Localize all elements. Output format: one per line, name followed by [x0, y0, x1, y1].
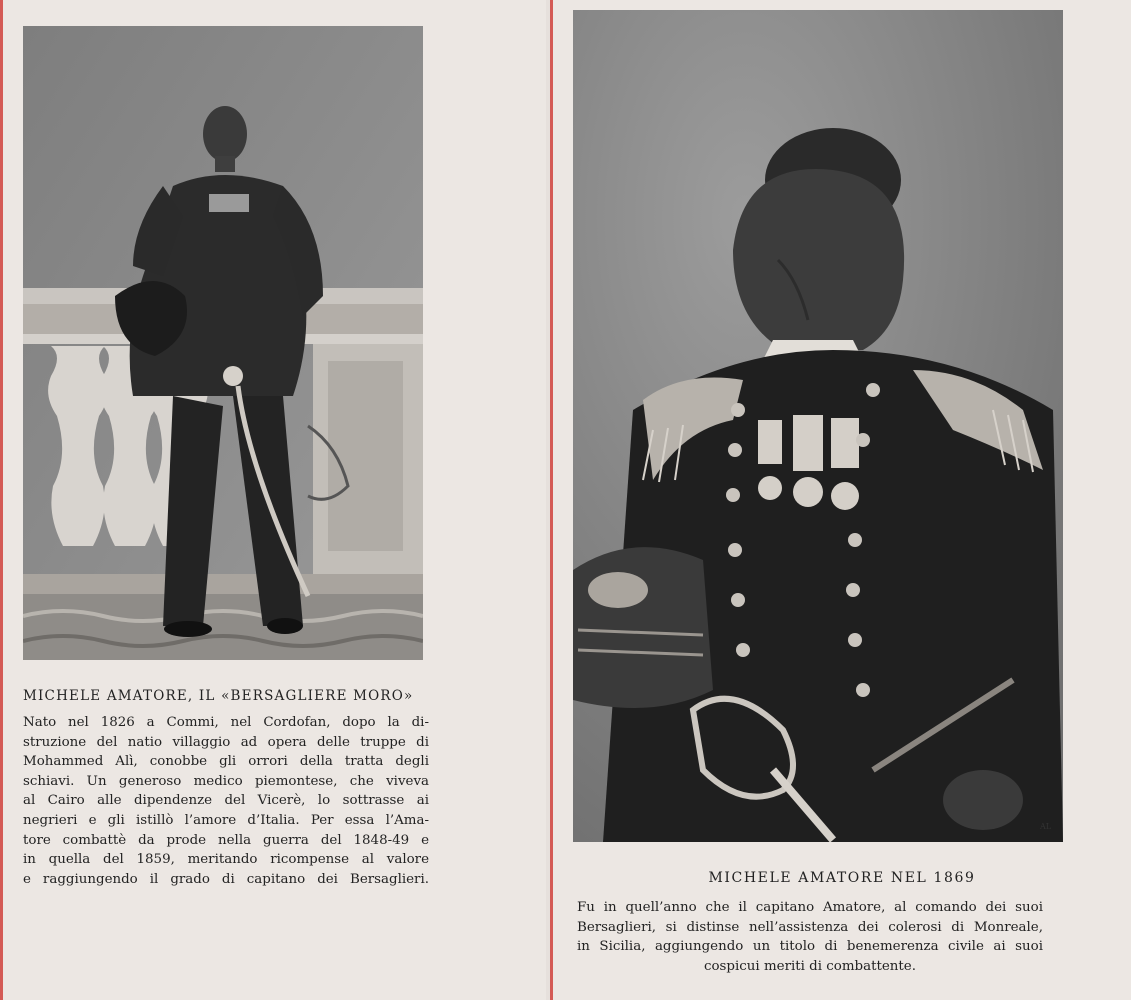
- caption-line: tore combattè da prode nella guerra del 1848-49 e: [23, 832, 429, 848]
- left-page: [0, 0, 546, 1000]
- caption-line: Bersaglieri, si distinse nell’assistenza dei colerosi di Monreale,: [577, 919, 1043, 935]
- caption-line: Nato nel 1826 a Commi, nel Cordofan, dopo la di-: [23, 715, 429, 730]
- portrait-image-standing: [23, 26, 423, 660]
- half-length-portrait-photo: [573, 10, 1063, 842]
- caption-line: negrieri e gli istillò l’amore d’Italia. Per essa l’Ama-: [23, 812, 429, 828]
- right-caption-title: MICHELE AMATORE NEL 1869: [708, 870, 976, 886]
- right-caption-body: [577, 898, 1043, 976]
- right-page: [550, 0, 1131, 1000]
- full-length-portrait-photo: [23, 26, 423, 660]
- caption-line: Fu in quell’anno che il capitano Amatore, al comando dei suoi: [577, 900, 1043, 915]
- caption-line: in Sicilia, aggiungendo un titolo di benemerenza civile ai suoi: [577, 939, 1043, 955]
- caption-line: Mohammed Alì, conobbe gli orrori della tratta degli: [23, 754, 429, 770]
- caption-line: cospicui meriti di combattente.: [704, 958, 916, 974]
- caption-line: in quella del 1859, meritando ricompense al valore: [23, 852, 429, 868]
- left-caption-body: [23, 713, 429, 889]
- left-caption-title: MICHELE AMATORE, IL «BERSAGLIERE MORO»: [23, 688, 414, 704]
- portrait-image-seated: [573, 10, 1063, 842]
- photographer-monogram: AL: [1040, 822, 1052, 831]
- caption-line: schiavi. Un generoso medico piemontese, che viveva: [23, 773, 429, 789]
- caption-line: struzione del natio villaggio ad opera delle truppe di: [23, 734, 429, 750]
- caption-line: al Cairo alle dipendenze del Vicerè, lo sottrasse ai: [23, 793, 429, 809]
- caption-line: e raggiungendo il grado di capitano dei Bersaglieri.: [23, 871, 429, 887]
